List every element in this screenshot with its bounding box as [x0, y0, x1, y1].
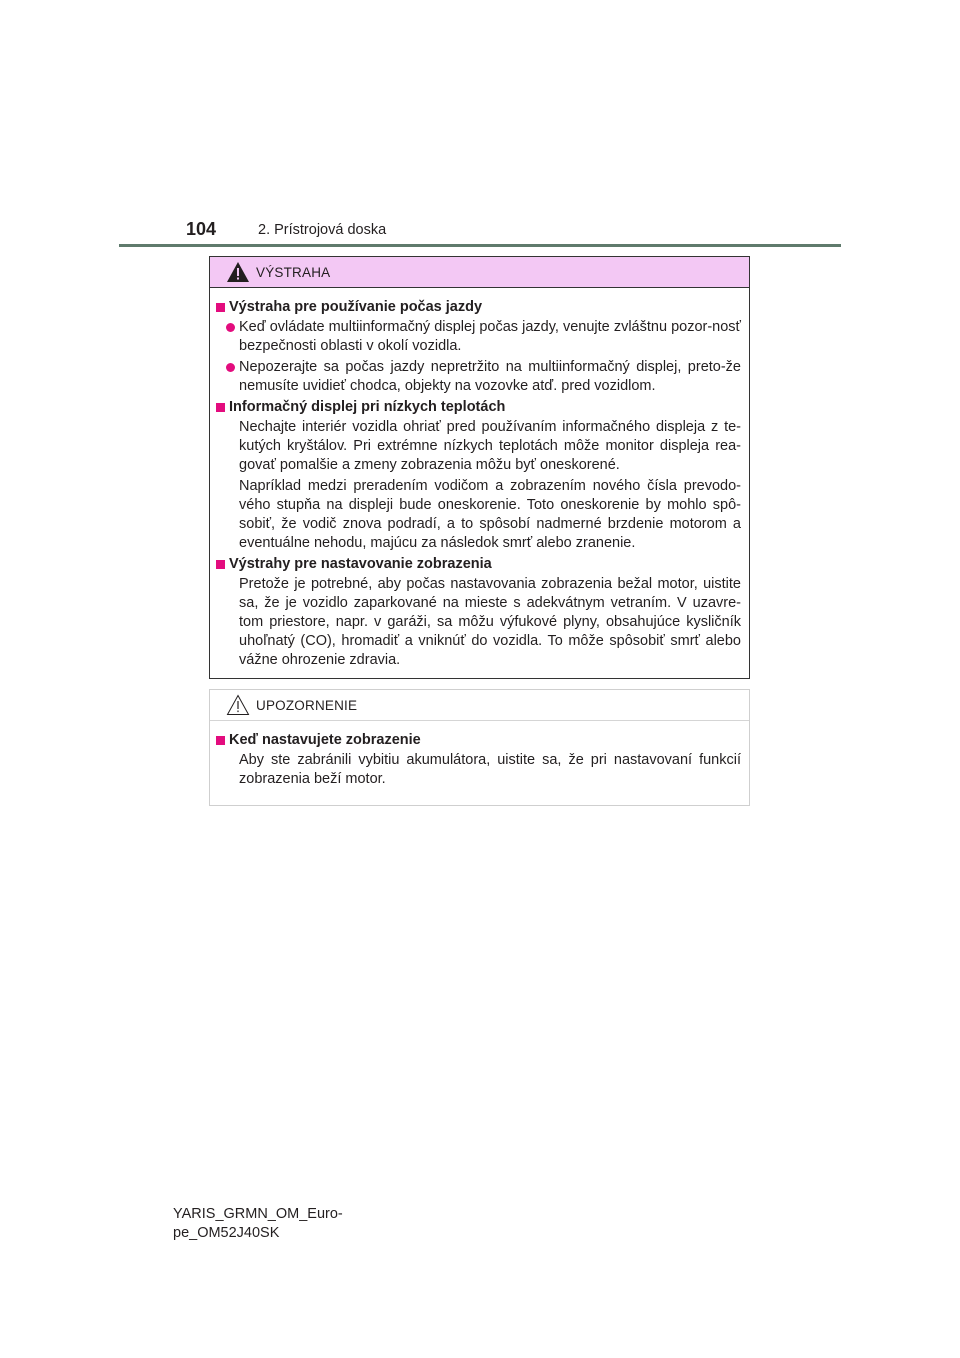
footer-line-2: pe_OM52J40SK: [173, 1225, 280, 1241]
footer-line-1: YARIS_GRMN_OM_Euro-: [173, 1206, 343, 1222]
square-bullet-icon: [216, 403, 225, 412]
bullet-item: Keď ovládate multiinformačný displej počas jazdy, venujte zvláštnu pozor-nosť bezpečnosti oblasti v okolí vozidla.: [216, 318, 741, 356]
warning-header: [210, 257, 749, 288]
warning-section-2: [216, 398, 741, 553]
paragraph: Nechajte interiér vozidla ohriať pred používaním informačného displeja z te-kutých kryštálov. Pri extrémne nízkych teplotách môže monitor displeja rea-govať pomalšie a zmeny zobrazenia môžu byť oneskorené.: [239, 419, 741, 473]
header-rule: [119, 244, 841, 247]
square-bullet-icon: [216, 736, 225, 745]
section-heading: Keď nastavujete zobrazenie: [216, 731, 741, 750]
warning-box: [209, 256, 750, 679]
section-heading: Výstrahy pre nastavovanie zobrazenia: [216, 555, 741, 574]
section-heading: Informačný displej pri nízkych teplotách: [216, 398, 741, 417]
square-bullet-icon: [216, 560, 225, 569]
round-bullet-icon: [226, 363, 235, 372]
paragraph: Napríklad medzi preradením vodičom a zobrazením nového čísla prevodo-vého stupňa na displeji bude oneskorenie. Toto oneskorenie by mohlo spô-sobiť, že vodič znova podradí, a to spôsobí nadmerné brzdenie motorom a eventuálne nehodu, majúcu za následok smrť alebo zranenie.: [239, 478, 741, 551]
bullet-item: Nepozerajte sa počas jazdy nepretržito na multiinformačný displej, preto-že nemusíte uvidieť chodca, objekty na vozovke atď. pred vozidlom.: [216, 358, 741, 396]
section-title: 2. Prístrojová doska: [258, 222, 387, 238]
caution-section-1: [216, 731, 741, 789]
warning-triangle-filled-icon: [226, 261, 250, 283]
page-number: 104: [186, 219, 217, 239]
caution-header: [210, 690, 749, 721]
warning-section-1: [216, 298, 741, 396]
warning-triangle-outline-icon: [226, 694, 250, 716]
paragraph: Aby ste zabránili vybitiu akumulátora, uistite sa, že pri nastavovaní funkcií zobrazenia beží motor.: [239, 752, 741, 787]
caution-title: UPOZORNENIE: [256, 697, 358, 713]
paragraph: Pretože je potrebné, aby počas nastavovania zobrazenia bežal motor, uistite sa, že je vozidlo zaparkované na mieste s adekvátnym vetraním. V uzavre-tom priestore, napr. v garáži, sa môžu výfukové plyny, obsahujúce kysličník uhoľnatý (CO), hromadiť a vniknúť do vozidla. To môže spôsobiť smrť alebo vážne ohrozenie zdravia.: [239, 576, 741, 668]
round-bullet-icon: [226, 323, 235, 332]
section-heading: Výstraha pre používanie počas jazdy: [216, 298, 741, 317]
warning-title: VÝSTRAHA: [256, 264, 331, 280]
footer-doc-id: [173, 1205, 343, 1243]
warning-section-3: [216, 555, 741, 670]
square-bullet-icon: [216, 303, 225, 312]
caution-box: [209, 689, 750, 806]
